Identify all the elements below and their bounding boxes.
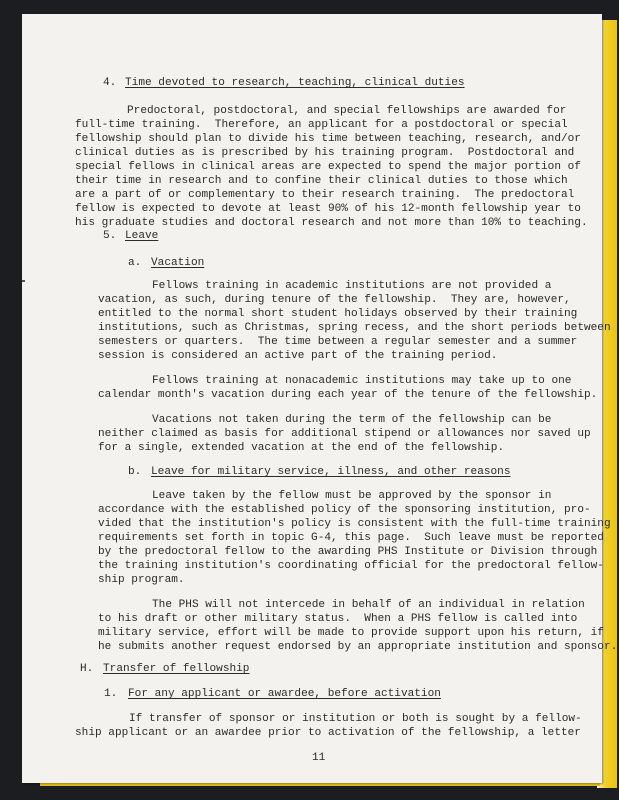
leave-para1-line: ship program. [98, 574, 185, 586]
vacation-para2-line: calendar month's vacation during each year of the tenure of the fellowship. [98, 389, 598, 401]
vacation-para3-line: Vacations not taken during the term of the fellowship can be [152, 414, 552, 426]
leave-para1-line: Leave taken by the fellow must be approved by the sponsor in [152, 490, 552, 502]
section-4-line: fellowship should plan to divide his time between teaching, research, and/or [75, 133, 581, 145]
leave-para2-line: The PHS will not intercede in behalf of an individual in relation [152, 599, 585, 611]
section-4-line: are a part of or complementary to their research training. The predoctoral [75, 189, 575, 201]
transfer-line: ship applicant or an awardee prior to activation of the fellowship, a letter [75, 727, 581, 739]
vacation-para1-line: institutions, such as Christmas, spring recess, and the short periods between [98, 322, 611, 334]
section-4-heading: Time devoted to research, teaching, clinical duties [125, 77, 465, 89]
page-number: 11 [312, 752, 326, 764]
section-h-letter: H. [80, 663, 94, 675]
leave-para1-line: requirements set forth in topic G-4, this page. Such leave must be reported [98, 532, 604, 544]
vacation-para1-line: entitled to the normal short student holidays observed by their training [98, 308, 578, 320]
section-5-number: 5. [103, 230, 117, 242]
vacation-para1-line: semesters or quarters. The time between a regular semester and a summer [98, 336, 578, 348]
section-4-line: special fellows in clinical areas are expected to spend the major portion of [75, 161, 581, 173]
leave-para2-line: he submits another request endorsed by an appropriate institution and sponsor. [98, 641, 618, 653]
margin-mark [22, 280, 25, 282]
section-4-line: their time in research and to confine their clinical duties to those which [75, 175, 568, 187]
document-page [22, 14, 618, 783]
vacation-para3-line: for a single, extended vacation at the end of the fellowship. [98, 442, 505, 454]
section-5-heading: Leave [125, 230, 159, 242]
vacation-para2-line: Fellows training at nonacademic institutions may take up to one [152, 375, 572, 387]
leave-para2-line: military service, effort will be made to provide support upon his return, if [98, 627, 604, 639]
vacation-para1-line: vacation, as such, during tenure of the fellowship. They are, however, [98, 294, 571, 306]
sub-1-heading: For any applicant or awardee, before activation [128, 688, 441, 700]
sub-a-letter: a. [128, 257, 142, 269]
leave-para1-line: vided that the institution's policy is consistent with the full-time training [98, 518, 611, 530]
section-4-line: fellow is expected to devote at least 90% of his 12-month fellowship year to [75, 203, 581, 215]
sub-b-heading: Leave for military service, illness, and other reasons [151, 466, 511, 478]
section-4-number: 4. [103, 77, 117, 89]
leave-para1-line: accordance with the established policy of the sponsoring institution, pro- [98, 504, 591, 516]
section-h-heading: Transfer of fellowship [103, 663, 250, 675]
section-4-line: full-time training. Therefore, an applicant for a postdoctoral or special [75, 119, 568, 131]
vacation-para1-line: Fellows training in academic institutions are not provided a [152, 280, 552, 292]
leave-para1-line: by the predoctoral fellow to the awarding PHS Institute or Division through [98, 546, 598, 558]
sub-a-heading: Vacation [151, 257, 205, 269]
sub-b-letter: b. [128, 466, 142, 478]
leave-para1-line: the training institution's coordinating official for the predoctoral fellow- [98, 560, 604, 572]
section-4-line: Predoctoral, postdoctoral, and special fellowships are awarded for [127, 105, 567, 117]
transfer-line: If transfer of sponsor or institution or both is sought by a fellow- [129, 713, 582, 725]
leave-para2-line: to his draft or other military status. When a PHS fellow is called into [98, 613, 578, 625]
vacation-para3-line: neither claimed as basis for additional stipend or allowances nor saved up [98, 428, 591, 440]
sub-1-number: 1. [104, 688, 118, 700]
section-4-line: clinical duties as is prescribed by his training program. Postdoctoral and [75, 147, 575, 159]
vacation-para1-line: session is considered an active part of the training period. [98, 350, 498, 362]
section-4-line: his graduate studies and doctoral research and not more than 10% to teaching. [75, 217, 588, 229]
